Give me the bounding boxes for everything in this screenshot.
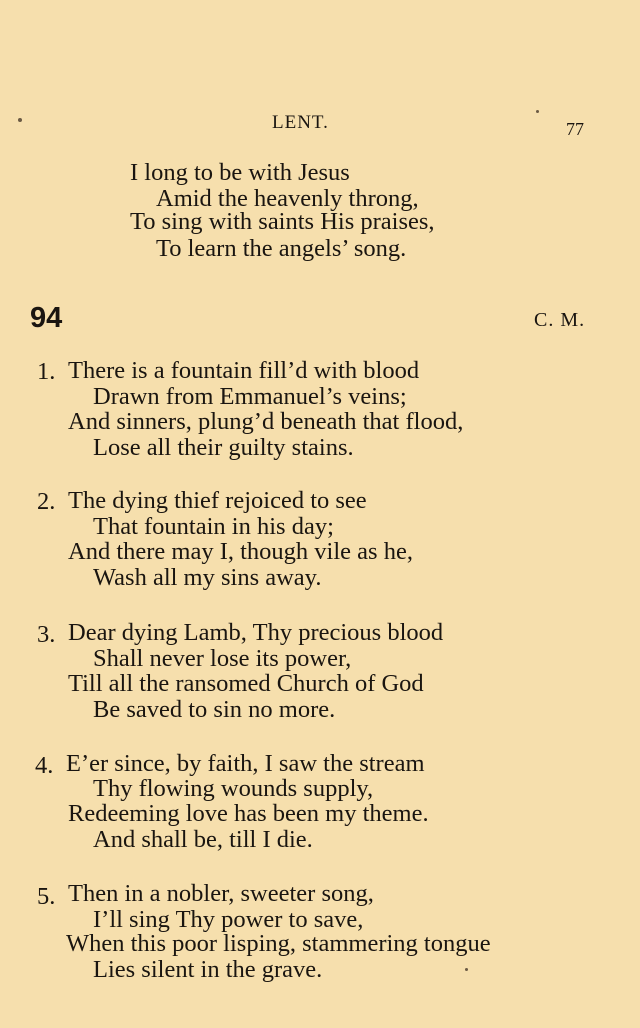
hymn-meter: C. M. (534, 309, 586, 331)
verse-line: Lies silent in the grave. (93, 956, 323, 983)
verse-line: There is a fountain fill’d with blood (68, 357, 420, 384)
page-number: 77 (566, 119, 584, 139)
verse-number: 5. (37, 883, 56, 910)
print-speck (465, 968, 468, 971)
verse-line: Dear dying Lamb, Thy precious blood (68, 619, 444, 646)
verse-line: That fountain in his day; (93, 513, 334, 540)
verse-line: Be saved to sin no more. (93, 696, 336, 723)
running-header: LENT. (272, 112, 329, 133)
verse-line: Till all the ransomed Church of God (68, 670, 424, 697)
verse-line: I’ll sing Thy power to save, (93, 906, 364, 933)
verse-number: 2. (37, 488, 56, 515)
verse-line: Thy flowing wounds supply, (93, 775, 374, 802)
stanza-line: I long to be with Jesus (130, 159, 350, 186)
verse-line: E’er since, by faith, I saw the stream (66, 750, 425, 777)
verse-line: Then in a nobler, sweeter song, (68, 880, 374, 907)
verse-line: Shall never lose its power, (93, 645, 352, 672)
print-speck (536, 110, 539, 113)
verse-line: Drawn from Emmanuel’s veins; (93, 383, 407, 410)
verse-line: Lose all their guilty stains. (93, 434, 354, 461)
verse-line: And there may I, though vile as he, (68, 538, 413, 565)
verse-line: Redeeming love has been my theme. (68, 800, 429, 827)
print-speck (18, 118, 22, 122)
verse-number: 1. (37, 358, 56, 385)
verse-line: Wash all my sins away. (93, 564, 322, 591)
verse-line: And sinners, plung’d beneath that flood, (68, 408, 464, 435)
hymn-number: 94 (30, 302, 63, 334)
stanza-line: To sing with saints His praises, (130, 208, 435, 235)
verse-line: The dying thief rejoiced to see (68, 487, 367, 514)
verse-number: 3. (37, 621, 56, 648)
verse-line: And shall be, till I die. (93, 826, 313, 853)
verse-number: 4. (35, 752, 54, 779)
verse-line: When this poor lisping, stammering tongue (66, 930, 491, 957)
stanza-line: Amid the heavenly throng, (156, 185, 419, 212)
stanza-line: To learn the angels’ song. (156, 235, 407, 262)
